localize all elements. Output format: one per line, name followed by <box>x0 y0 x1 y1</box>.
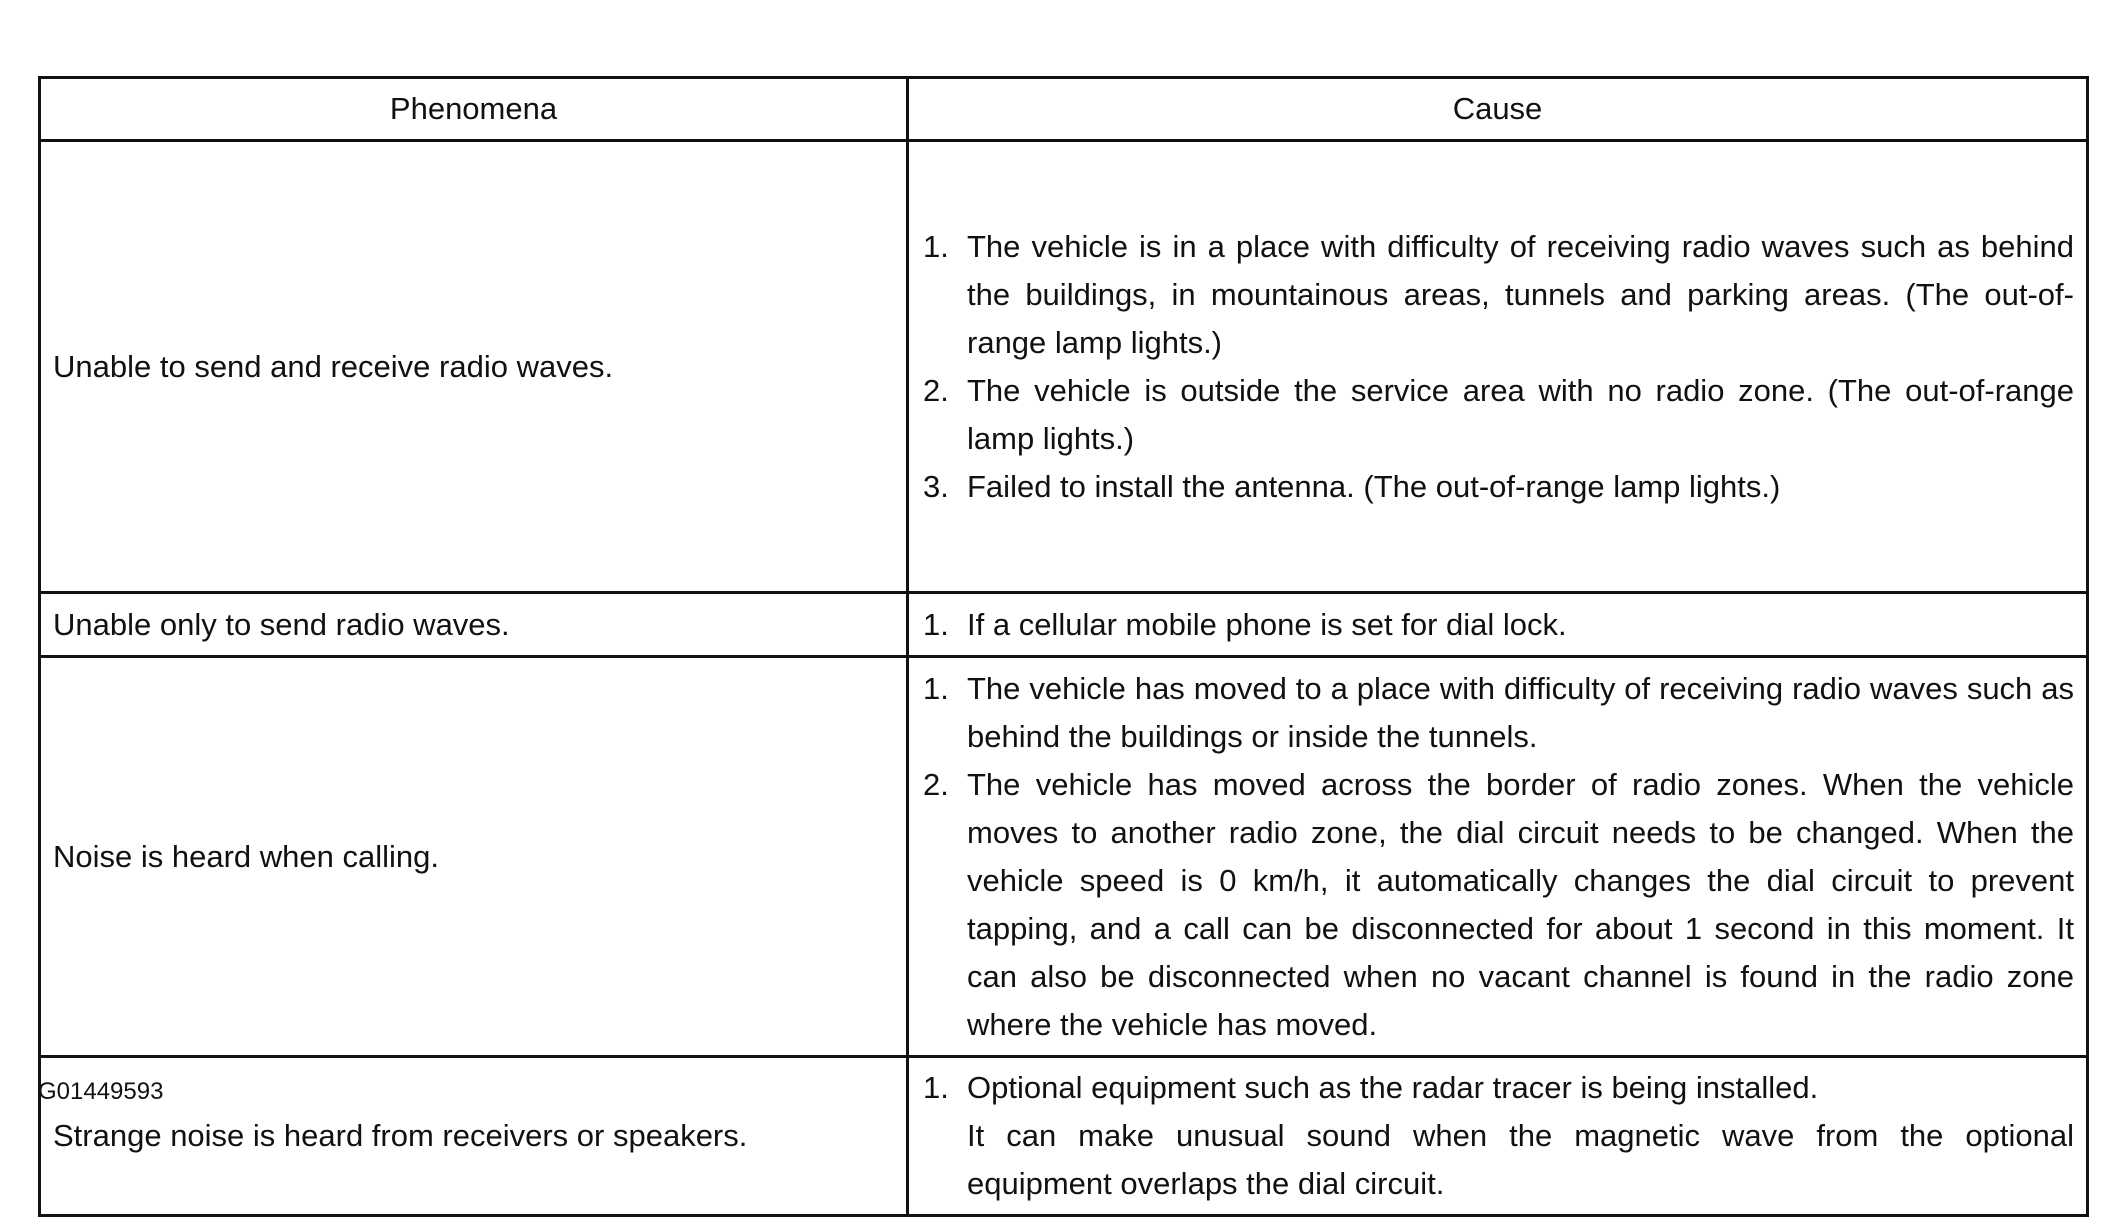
header-phenomena: Phenomena <box>40 78 908 141</box>
cause-cell <box>908 141 2088 593</box>
troubleshooting-table-container <box>38 76 2086 1217</box>
cause-text: Optional equipment such as the radar tracer is being installed. <box>967 1070 1819 1105</box>
cause-number: 2. <box>923 766 949 802</box>
troubleshooting-table <box>38 76 2089 1217</box>
cause-item <box>923 601 2074 649</box>
cause-number: 1. <box>923 670 949 706</box>
cause-list <box>923 601 2074 649</box>
table-row <box>40 1057 2088 1216</box>
cause-cell <box>908 1057 2088 1216</box>
cause-note: It can make unusual sound when the magnetic wave from the optional equipment overlaps the dial circuit. <box>967 1118 2074 1201</box>
cause-list <box>923 223 2074 511</box>
cause-item <box>923 367 2074 463</box>
cause-text: The vehicle has moved to a place with difficulty of receiving radio waves such as behind the buildings or inside the tunnels. <box>967 670 2074 754</box>
cause-cell <box>908 657 2088 1057</box>
cause-list <box>923 1064 2074 1208</box>
table-header-row <box>40 78 2088 141</box>
table-row <box>40 657 2088 1057</box>
cause-number: 1. <box>923 228 949 264</box>
cause-text: The vehicle is in a place with difficulty of receiving radio waves such as behind the buildings, in mountainous areas, tunnels and parking areas. (The out-of-range lamp lights.) <box>967 228 2074 360</box>
cause-item <box>923 665 2074 761</box>
table-row <box>40 141 2088 593</box>
cause-text: Failed to install the antenna. (The out-of-range lamp lights.) <box>967 468 1781 504</box>
table-row <box>40 593 2088 657</box>
cause-cell <box>908 593 2088 657</box>
cause-number: 2. <box>923 372 949 408</box>
cause-list <box>923 665 2074 1049</box>
cause-number: 1. <box>923 1070 949 1105</box>
cause-item <box>923 223 2074 367</box>
phenomenon-cell: Unable only to send radio waves. <box>40 593 908 657</box>
phenomenon-cell: Unable to send and receive radio waves. <box>40 141 908 593</box>
cause-number: 1. <box>923 606 949 642</box>
cause-item <box>923 1064 2074 1208</box>
header-cause: Cause <box>908 78 2088 141</box>
cause-text: The vehicle is outside the service area with no radio zone. (The out-of-range lamp lights.) <box>967 372 2074 456</box>
cause-number: 3. <box>923 468 949 504</box>
cause-item <box>923 463 2074 511</box>
phenomenon-cell: Strange noise is heard from receivers or speakers. <box>40 1057 908 1216</box>
cause-item <box>923 761 2074 1049</box>
cause-text: The vehicle has moved across the border of radio zones. When the vehicle moves to another radio zone, the dial circuit needs to be changed. When the vehicle speed is 0 km/h, it automatically changes the dial circuit to prevent tapping, and a call can be disconnected for about 1 second in this moment. It can also be disconnected when no vacant channel is found in the radio zone where the vehicle has moved. <box>967 766 2074 1042</box>
phenomenon-cell: Noise is heard when calling. <box>40 657 908 1057</box>
figure-id: G01449593 <box>38 1078 164 1105</box>
cause-text: If a cellular mobile phone is set for dial lock. <box>967 606 1567 642</box>
